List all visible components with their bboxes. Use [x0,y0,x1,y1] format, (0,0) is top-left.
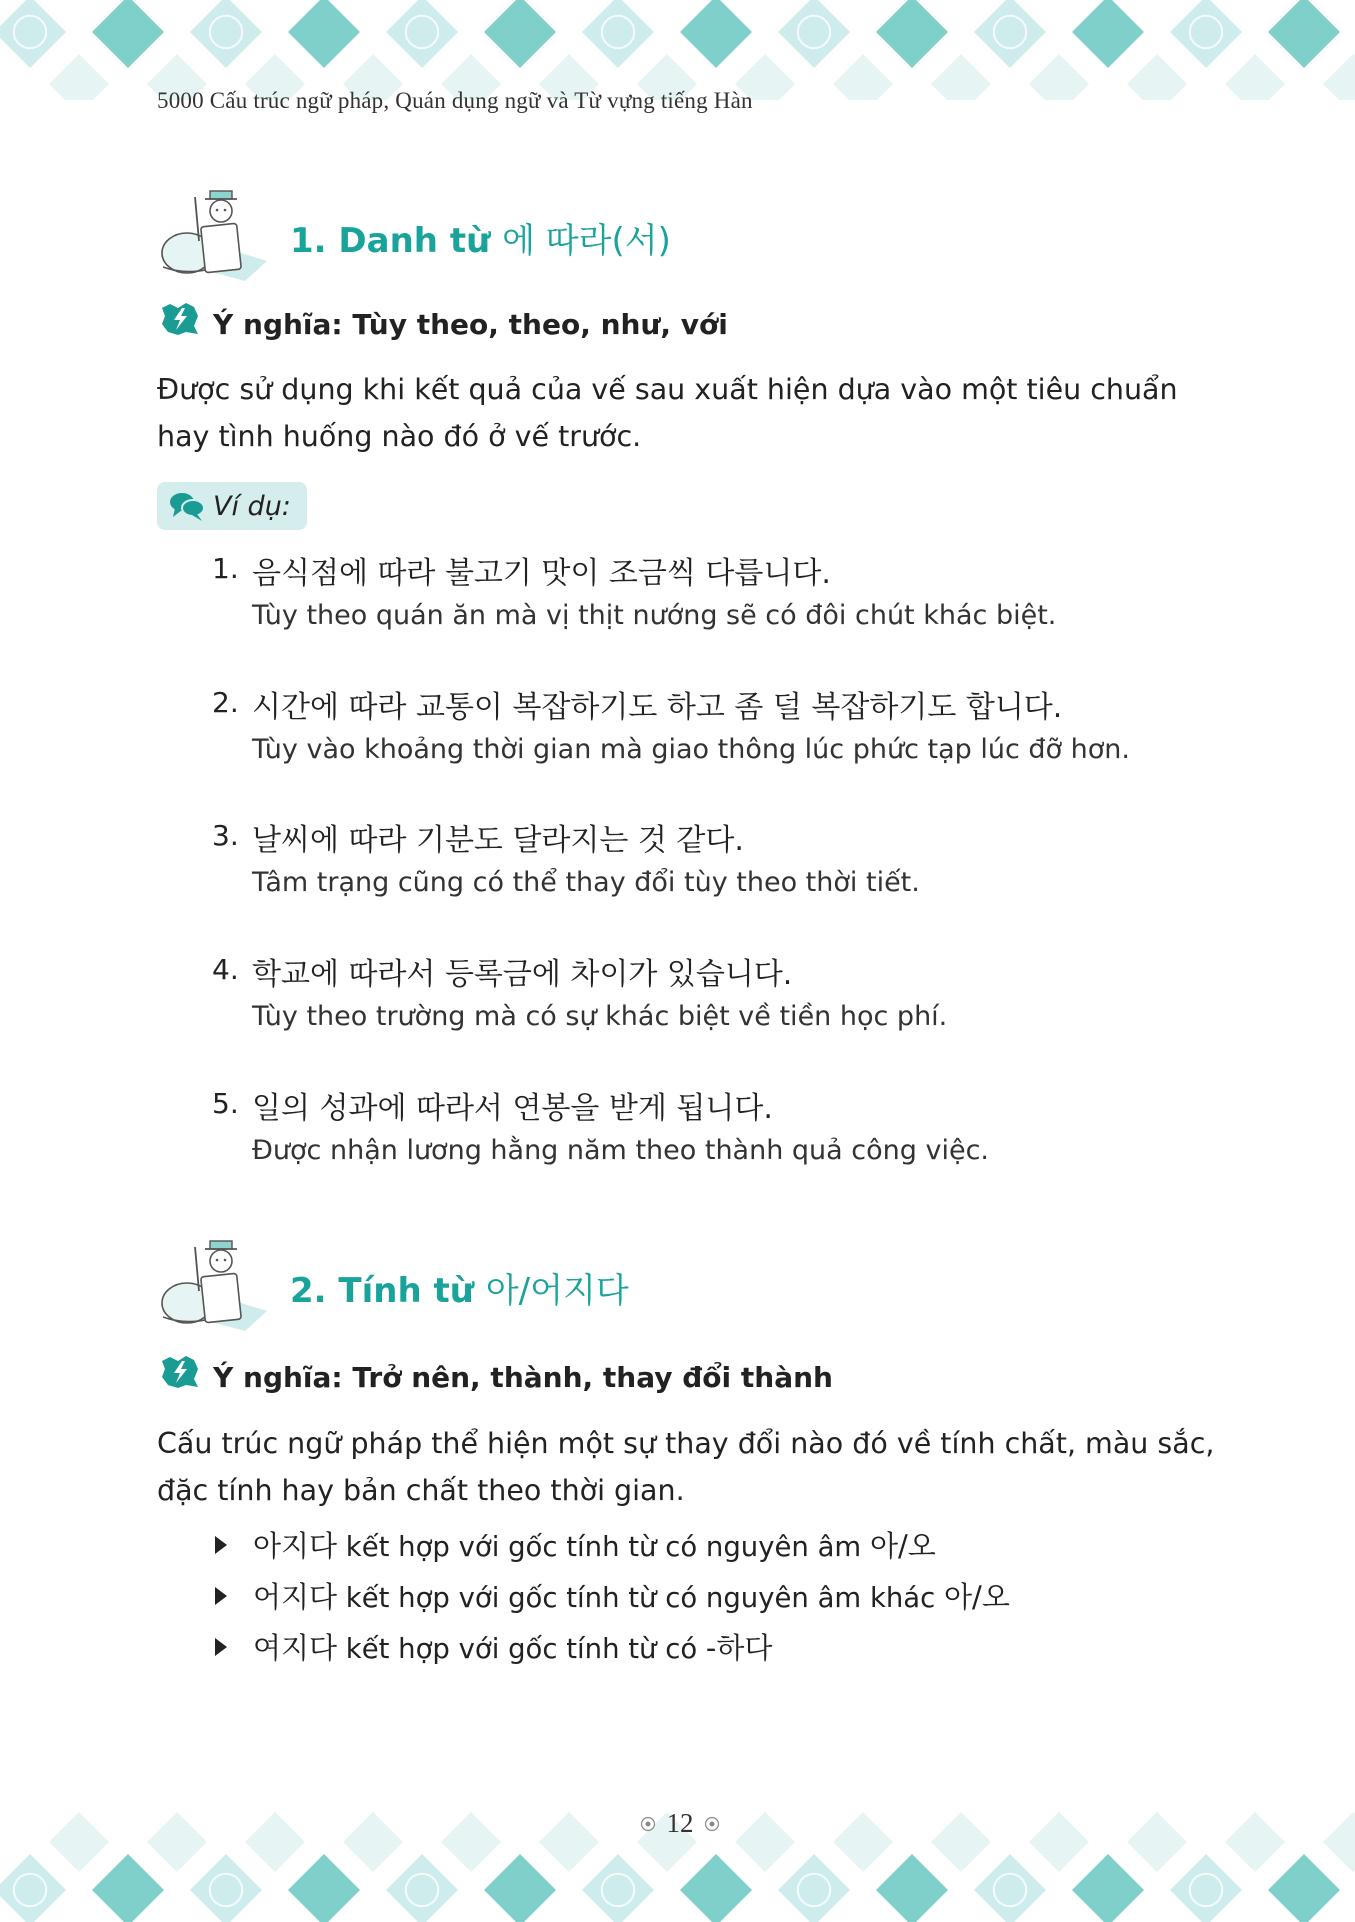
decorative-diamond [190,0,262,68]
decorative-diamond [92,0,164,68]
decorative-diamond [484,1854,556,1922]
decorative-diamond [680,0,752,68]
decorative-diamond [1268,1854,1340,1922]
decorative-diamond [582,1854,654,1922]
decorative-diamond [833,1812,893,1872]
decorative-diamond [539,1812,599,1872]
decorative-diamond [876,0,948,68]
decorative-diamond [1127,1812,1187,1872]
example-number: 4. [212,953,239,986]
example-korean: 날씨에 따라 기분도 달라지는 것 같다. [252,823,744,858]
decorative-diamond [386,0,458,68]
triangle-bullet-icon [215,1638,227,1656]
decorative-diamond [735,1812,795,1872]
decorative-diamond [1225,54,1285,100]
decorative-diamond [582,0,654,68]
example-number: 2. [212,686,239,719]
section-2-description: Cấu trúc ngữ pháp thể hiện một sự thay đổi nào đó về tính chất, màu sắc, đặc tính hay bản chất theo thời gian. [157,1427,1215,1507]
decorative-diamond [1170,0,1242,68]
decorative-diamond [49,1812,109,1872]
example-korean: 음식점에 따라 불고기 맛이 조금씩 다릅니다. [252,556,831,591]
example-vietnamese: Được nhận lương hằng năm theo thành quả công việc. [252,1135,990,1166]
section-1-header [155,185,755,281]
section-2-title: 2. Tính từ 아/어지다 [290,1271,629,1311]
decorative-diamond [441,1812,501,1872]
page-number: 12 [630,1806,730,1842]
example-korean: 일의 성과에 따라서 연봉을 받게 됩니다. [252,1091,773,1126]
decorative-diamond [1170,1854,1242,1922]
lightning-note-icon [160,1355,200,1389]
decorative-diamond [288,0,360,68]
example-number: 3. [212,819,239,852]
decorative-diamond [680,1854,752,1922]
decorative-diamond [1127,54,1187,100]
decorative-diamond [245,1812,305,1872]
example-number: 1. [212,552,239,585]
example-korean: 시간에 따라 교통이 복잡하기도 하고 좀 덜 복잡하기도 합니다. [252,690,1063,725]
decorative-diamond [931,54,991,100]
decorative-diamond [833,54,893,100]
decorative-diamond [876,1854,948,1922]
example-vietnamese: Tùy vào khoảng thời gian mà giao thông lúc phức tạp lúc đỡ hơn. [252,734,1130,765]
running-head: 5000 Cấu trúc ngữ pháp, Quán dụng ngữ và Từ vựng tiếng Hàn [157,88,753,113]
decorative-diamond [931,1812,991,1872]
flower-ornament-icon [704,1816,720,1832]
example-korean: 학교에 따라서 등록금에 차이가 있습니다. [252,957,793,992]
section-1-title: 1. Danh từ 에 따라(서) [290,221,671,261]
example-vietnamese: Tâm trạng cũng có thể thay đổi tùy theo thời tiết. [252,867,920,898]
decorative-diamond [190,1854,262,1922]
decorative-diamond [343,1812,403,1872]
decorative-diamond [1225,1812,1285,1872]
decorative-diamond [49,54,109,100]
decorative-diamond [974,0,1046,68]
example-vietnamese: Tùy theo quán ăn mà vị thịt nướng sẽ có đôi chút khác biệt. [252,600,1057,631]
scholar-figure-icon [155,185,275,281]
example-vietnamese: Tùy theo trường mà có sự khác biệt về tiền học phí. [252,1001,948,1032]
decorative-diamond [147,1812,207,1872]
decorative-diamond [484,0,556,68]
decorative-diamond [0,0,66,68]
example-number: 5. [212,1087,239,1120]
decorative-diamond [92,1854,164,1922]
decorative-diamond [1323,1812,1355,1872]
decorative-diamond [778,1854,850,1922]
example-label-tag: Ví dụ: [157,482,307,530]
lightning-note-icon [160,302,200,336]
decorative-diamond [1268,0,1340,68]
triangle-bullet-icon [215,1587,227,1605]
decorative-diamond [974,1854,1046,1922]
scholar-figure-icon [155,1235,275,1331]
section-2-header [155,1235,755,1331]
decorative-diamond [1072,1854,1144,1922]
decorative-diamond [1029,1812,1089,1872]
decorative-diamond [386,1854,458,1922]
triangle-bullet-icon [215,1536,227,1554]
decorative-diamond [288,1854,360,1922]
decorative-diamond [1029,54,1089,100]
speech-bubbles-icon [169,490,205,522]
decorative-diamond [1323,54,1355,100]
flower-ornament-icon [640,1816,656,1832]
decorative-diamond [1072,0,1144,68]
decorative-diamond [0,1854,66,1922]
section-1-description: Được sử dụng khi kết quả của vế sau xuất hiện dựa vào một tiêu chuẩn hay tình huống nào đó ở vế trước. [157,373,1178,453]
top-decorative-band [0,0,1355,100]
decorative-diamond [778,0,850,68]
